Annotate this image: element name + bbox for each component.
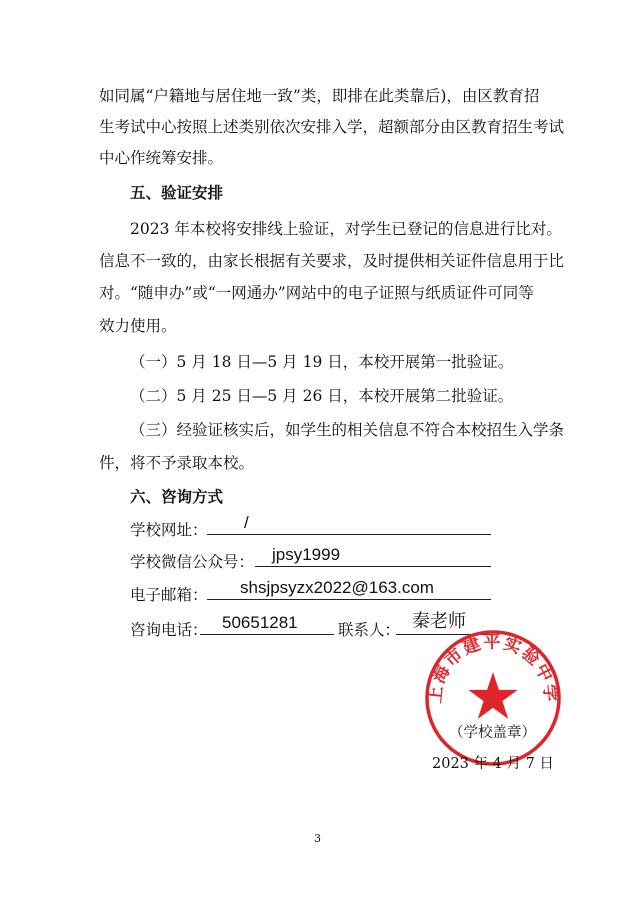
list-item: （三）经验证核实后，如学生的相关信息不符合本校招生入学条: [130, 421, 565, 439]
paragraph-line: 对。“随申办”或“一网通办”网站中的电子证照与纸质证件可同等: [99, 284, 534, 302]
paragraph-line: 信息不一致的，由家长根据有关要求，及时提供相关证件信息用于比: [99, 252, 565, 270]
section-heading-contact: 六、咨询方式: [130, 488, 224, 506]
email-label: 电子邮箱：: [130, 586, 208, 604]
list-item: （一）5 月 18 日—5 月 19 日，本校开展第一批验证。: [130, 353, 514, 371]
section-heading-verification: 五、验证安排: [130, 184, 224, 202]
signature-date: 2023 年 4 月 7 日: [432, 756, 554, 772]
contact-person-value: 秦老师: [412, 611, 466, 631]
paragraph-line: 中心作统筹安排。: [99, 149, 224, 167]
phone-label: 咨询电话：: [130, 621, 208, 639]
wechat-label: 学校微信公众号：: [130, 553, 255, 571]
paragraph-line: 如同属“户籍地与居住地一致”类，即排在此类靠后)，由区教育招: [99, 87, 540, 105]
email-value: shsjpsyzx2022@163.com: [240, 578, 434, 597]
website-underline: [207, 512, 491, 535]
official-seal: [423, 628, 563, 768]
wechat-value: jpsy1999: [272, 545, 341, 564]
seal-text: 上海市建平实验中学: [425, 632, 561, 705]
list-item: 件，将不予录取本校。: [99, 454, 255, 472]
website-label: 学校网址：: [130, 521, 208, 539]
list-item: （二）5 月 25 日—5 月 26 日，本校开展第二批验证。: [130, 387, 514, 405]
website-value: /: [244, 513, 249, 532]
page-number: 3: [314, 832, 321, 845]
stamp-note: （学校盖章）: [449, 725, 536, 741]
phone-value: 50651281: [222, 613, 298, 632]
paragraph-line: 2023 年本校将安排线上验证，对学生已登记的信息进行比对。: [130, 220, 562, 238]
paragraph-line: 生考试中心按照上述类别依次安排入学，超额部分由区教育招生考试: [99, 118, 565, 136]
contact-person-label: 联系人：: [338, 621, 401, 639]
paragraph-line: 效力使用。: [99, 317, 177, 335]
seal-star-icon: [468, 672, 517, 719]
